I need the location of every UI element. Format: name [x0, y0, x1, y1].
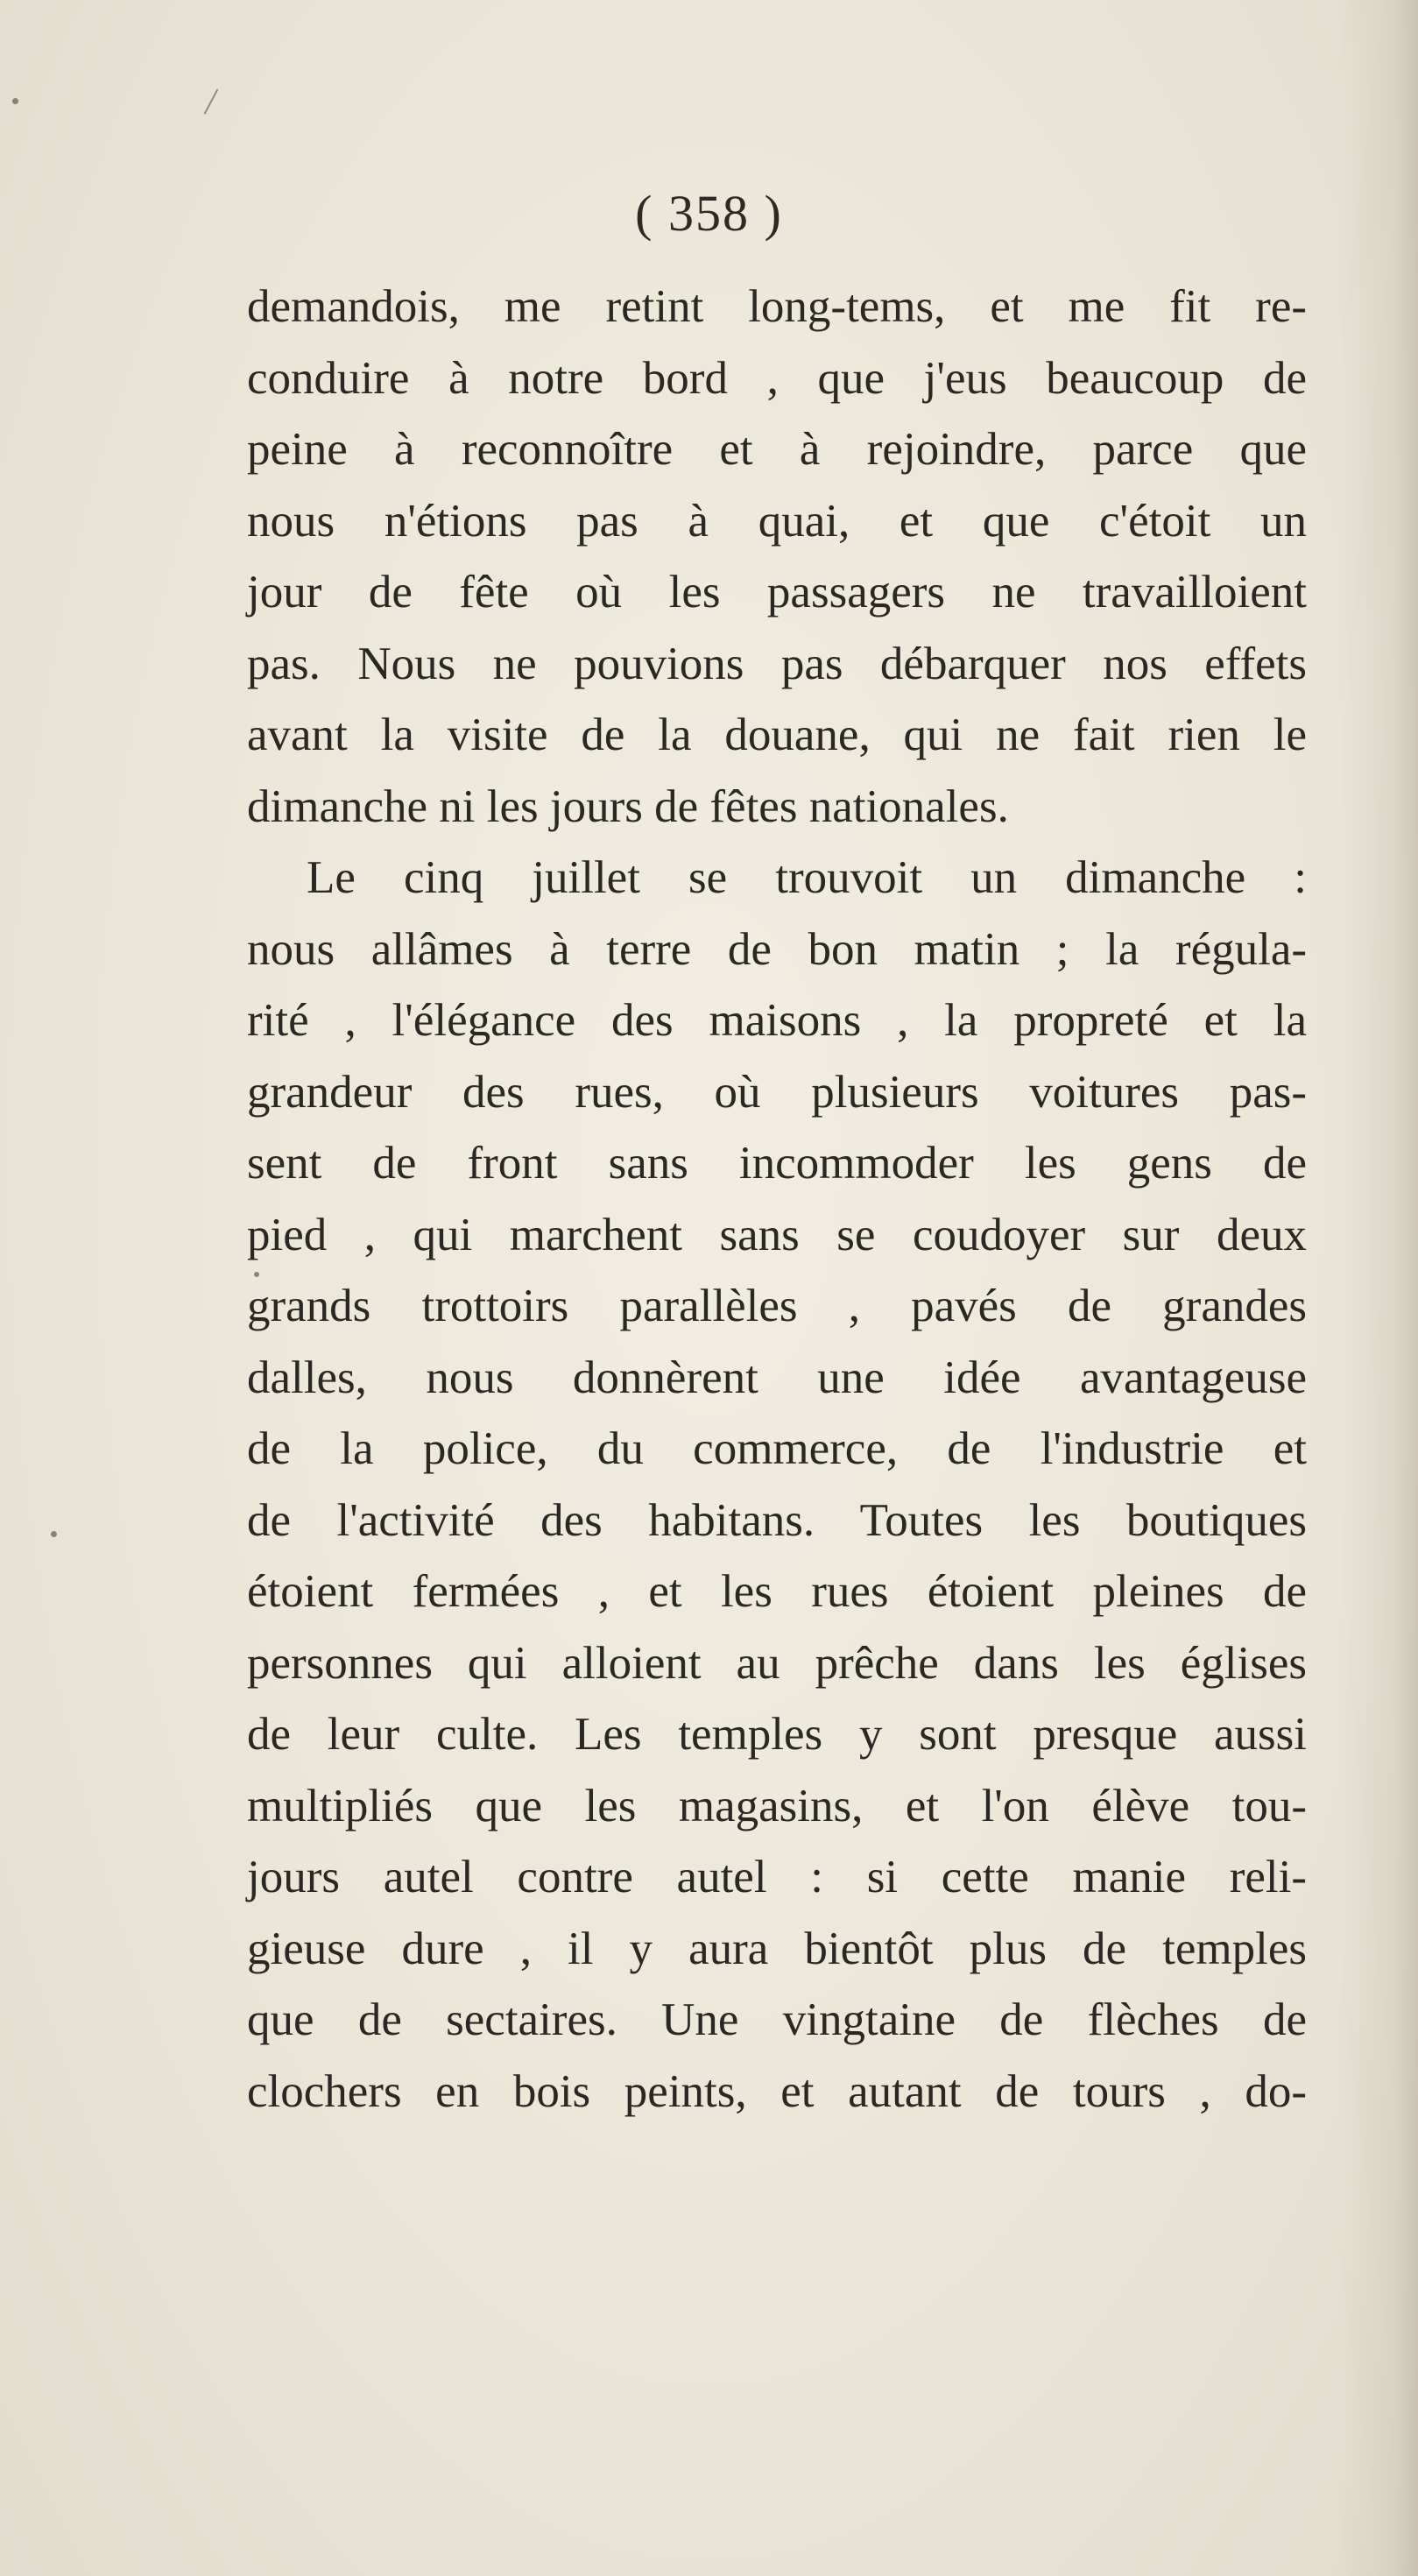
text-line: nous n'étions pas à quai, et que c'étoit un [247, 495, 1307, 547]
text-line: sent de front sans incommoder les gens de [247, 1138, 1307, 1189]
text-line: demandois, me retint long-tems, et me fit re- [247, 281, 1307, 332]
text-line: dimanche ni les jours de fêtes nationales. [247, 780, 1009, 832]
text-line: jours autel contre autel : si cette manie reli- [247, 1852, 1307, 1902]
text-line: de la police, du commerce, de l'industrie et [247, 1423, 1307, 1474]
ink-spot [12, 98, 18, 104]
text-line: pas. Nous ne pouvions pas débarquer nos effets [247, 638, 1307, 689]
text-line: que de sectaires. Une vingtaine de flèches de [247, 1994, 1307, 2045]
text-line: peine à reconnoître et à rejoindre, parce que [247, 424, 1307, 475]
text-line: grandeur des rues, où plusieurs voitures pas- [247, 1066, 1307, 1118]
text-line: jour de fête où les passagers ne travailloient [247, 567, 1307, 618]
text-line: Le cinq juillet se trouvoit un dimanche : [307, 852, 1307, 903]
text-line: avant la visite de la douane, qui ne fait rien le [247, 709, 1307, 760]
text-line: conduire à notre bord , que j'eus beaucoup de [247, 352, 1307, 404]
text-line: nous allâmes à terre de bon matin ; la régula- [247, 923, 1307, 975]
text-line: gieuse dure , il y aura bientôt plus de temples [247, 1923, 1307, 1974]
text-line: rité , l'élégance des maisons , la propreté et la [247, 995, 1307, 1046]
text-line: de l'activité des habitans. Toutes les boutiques [247, 1494, 1307, 1546]
text-line: clochers en bois peints, et autant de tours , do- [247, 2065, 1307, 2117]
text-line: multipliés que les magasins, et l'on élève tou- [247, 1780, 1307, 1831]
ink-mark [204, 88, 219, 114]
body-text [247, 272, 1307, 2128]
text-line: étoient fermées , et les rues étoient pleines de [247, 1566, 1307, 1617]
text-line: pied , qui marchent sans se coudoyer sur deux [247, 1209, 1307, 1260]
text-line: grands trottoirs parallèles , pavés de grandes [247, 1281, 1307, 1331]
text-line: personnes qui alloient au prêche dans les églises [247, 1637, 1307, 1689]
text-line: de leur culte. Les temples y sont presque aussi [247, 1709, 1307, 1760]
page-number: ( 358 ) [635, 185, 783, 242]
text-line: dalles, nous donnèrent une idée avantageuse [247, 1352, 1307, 1403]
page-edge-shadow [1339, 0, 1418, 2576]
ink-spot [51, 1531, 57, 1537]
